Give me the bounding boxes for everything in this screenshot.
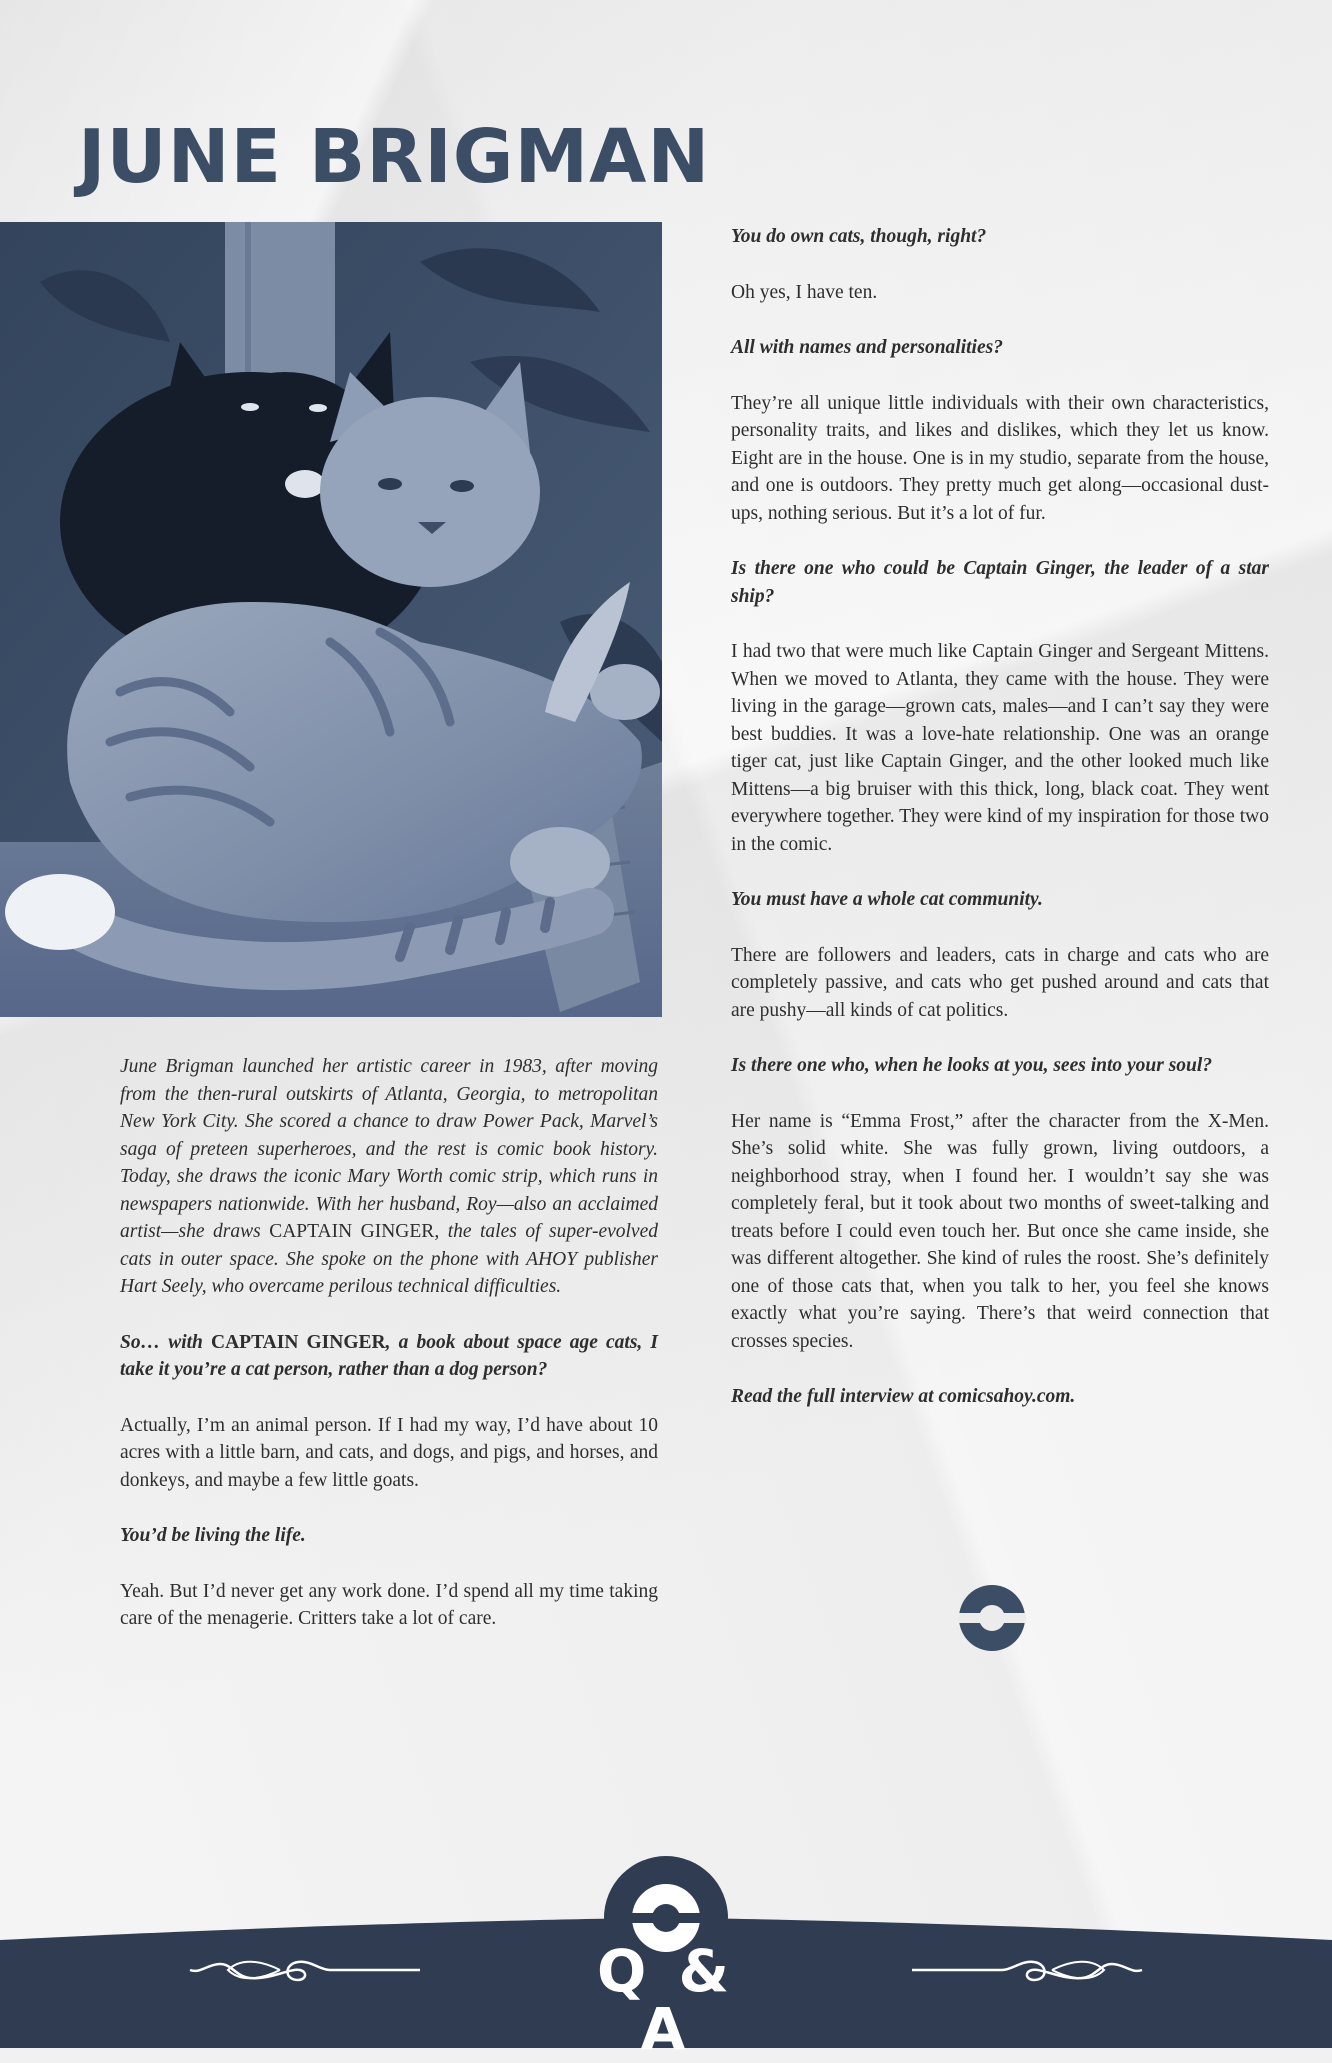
answer-7: Her name is “Emma Frost,” after the character from the X-Men. She’s solid white. She was fully grown, living outdoors, a neighborhood stray, when I found her. I wouldn’t say she was completely feral, but it took about two months of sweet-talking and treats before I could even touch her. But once she came inside, she was different altogether. She kind of rules the roost. She’s definitely one of those cats that, when you talk to her, you feel she knows exactly what you’re saying. There’s that weird connection that crosses species. bbox=[731, 1110, 1269, 1352]
ahoy-logo-icon bbox=[958, 1584, 1026, 1652]
left-column bbox=[120, 1053, 658, 1661]
answer-1: Actually, I’m an animal person. If I had my way, I’d have about 10 acres with a little barn, and cats, and dogs, and pigs, and horses, and donkeys, and maybe a few little goats. bbox=[120, 1414, 658, 1491]
qa-label: Q & A bbox=[596, 1937, 736, 2063]
flourish-ornament-icon bbox=[912, 1950, 1152, 1990]
question-1 bbox=[120, 1329, 658, 1384]
answer-2: Yeah. But I’d never get any work done. I’d spend all my time taking care of the menagerie. Critters take a lot of care. bbox=[120, 1580, 658, 1629]
bio-title-highlight: CAPTAIN GINGER bbox=[269, 1221, 435, 1242]
cats-photo bbox=[0, 222, 662, 1017]
answer-4: They’re all unique little individuals with their own characteristics, personality traits, and likes and dislikes, which they let us know. Eight are in the house. One is in my studio, separate from the house, and one is outdoors. They pretty much get along—occasional dust-ups, nothing serious. But it’s a lot of fur. bbox=[731, 392, 1269, 524]
page-title: JUNE BRIGMAN bbox=[78, 114, 711, 200]
question-1-highlight: CAPTAIN GINGER bbox=[211, 1331, 386, 1353]
question-1-part1: So… with bbox=[120, 1331, 212, 1353]
right-column bbox=[731, 223, 1269, 1439]
question-2: You’d be living the life. bbox=[120, 1525, 306, 1546]
answer-5: I had two that were much like Captain Ginger and Sergeant Mittens. When we moved to Atlanta, they came with the house. They were living in the garage—grown cats, males—and I can’t say they were best buddies. It was a love-hate relationship. One was an orange tiger cat, just like Captain Ginger, and the other looked much like Mittens—a big bruiser with this thick, long, black coat. They went everywhere together. They were kind of my inspiration for those two in the comic. bbox=[731, 641, 1269, 855]
question-6: You must have a whole cat community. bbox=[731, 889, 1043, 910]
question-5: Is there one who could be Captain Ginger, the leader of a star ship? bbox=[731, 558, 1269, 607]
flourish-ornament-icon bbox=[180, 1950, 420, 1990]
answer-6: There are followers and leaders, cats in charge and cats who are completely passive, and cats who get pushed around and cats that are pushy—all kinds of cat politics. bbox=[731, 944, 1269, 1021]
question-3: You do own cats, though, right? bbox=[731, 226, 987, 247]
answer-3: Oh yes, I have ten. bbox=[731, 281, 878, 303]
closing-link-text: Read the full interview at comicsahoy.com. bbox=[731, 1386, 1076, 1407]
bio-paragraph bbox=[120, 1053, 658, 1301]
question-4: All with names and personalities? bbox=[731, 337, 1003, 358]
bio-text-part1: June Brigman launched her artistic career in 1983, after moving from the then-rural outskirts of Atlanta, Georgia, to metropolitan New York City. She scored a chance to draw Power Pack, Marvel’s saga of preteen superheroes, and the rest is comic book history. Today, she draws the iconic Mary Worth comic strip, which runs in newspapers nationwide. With her husband, Roy—also an acclaimed artist—she draws bbox=[120, 1056, 658, 1242]
question-7: Is there one who, when he looks at you, sees into your soul? bbox=[731, 1055, 1213, 1076]
question-1-part2: , a book about space age cats, I take it you’re a cat person, rather than a dog person? bbox=[120, 1331, 658, 1380]
bio-text-part2: , the tales of super-evolved cats in outer space. She spoke on the phone with AHOY publisher Hart Seely, who overcame perilous technical difficulties. bbox=[120, 1221, 658, 1297]
